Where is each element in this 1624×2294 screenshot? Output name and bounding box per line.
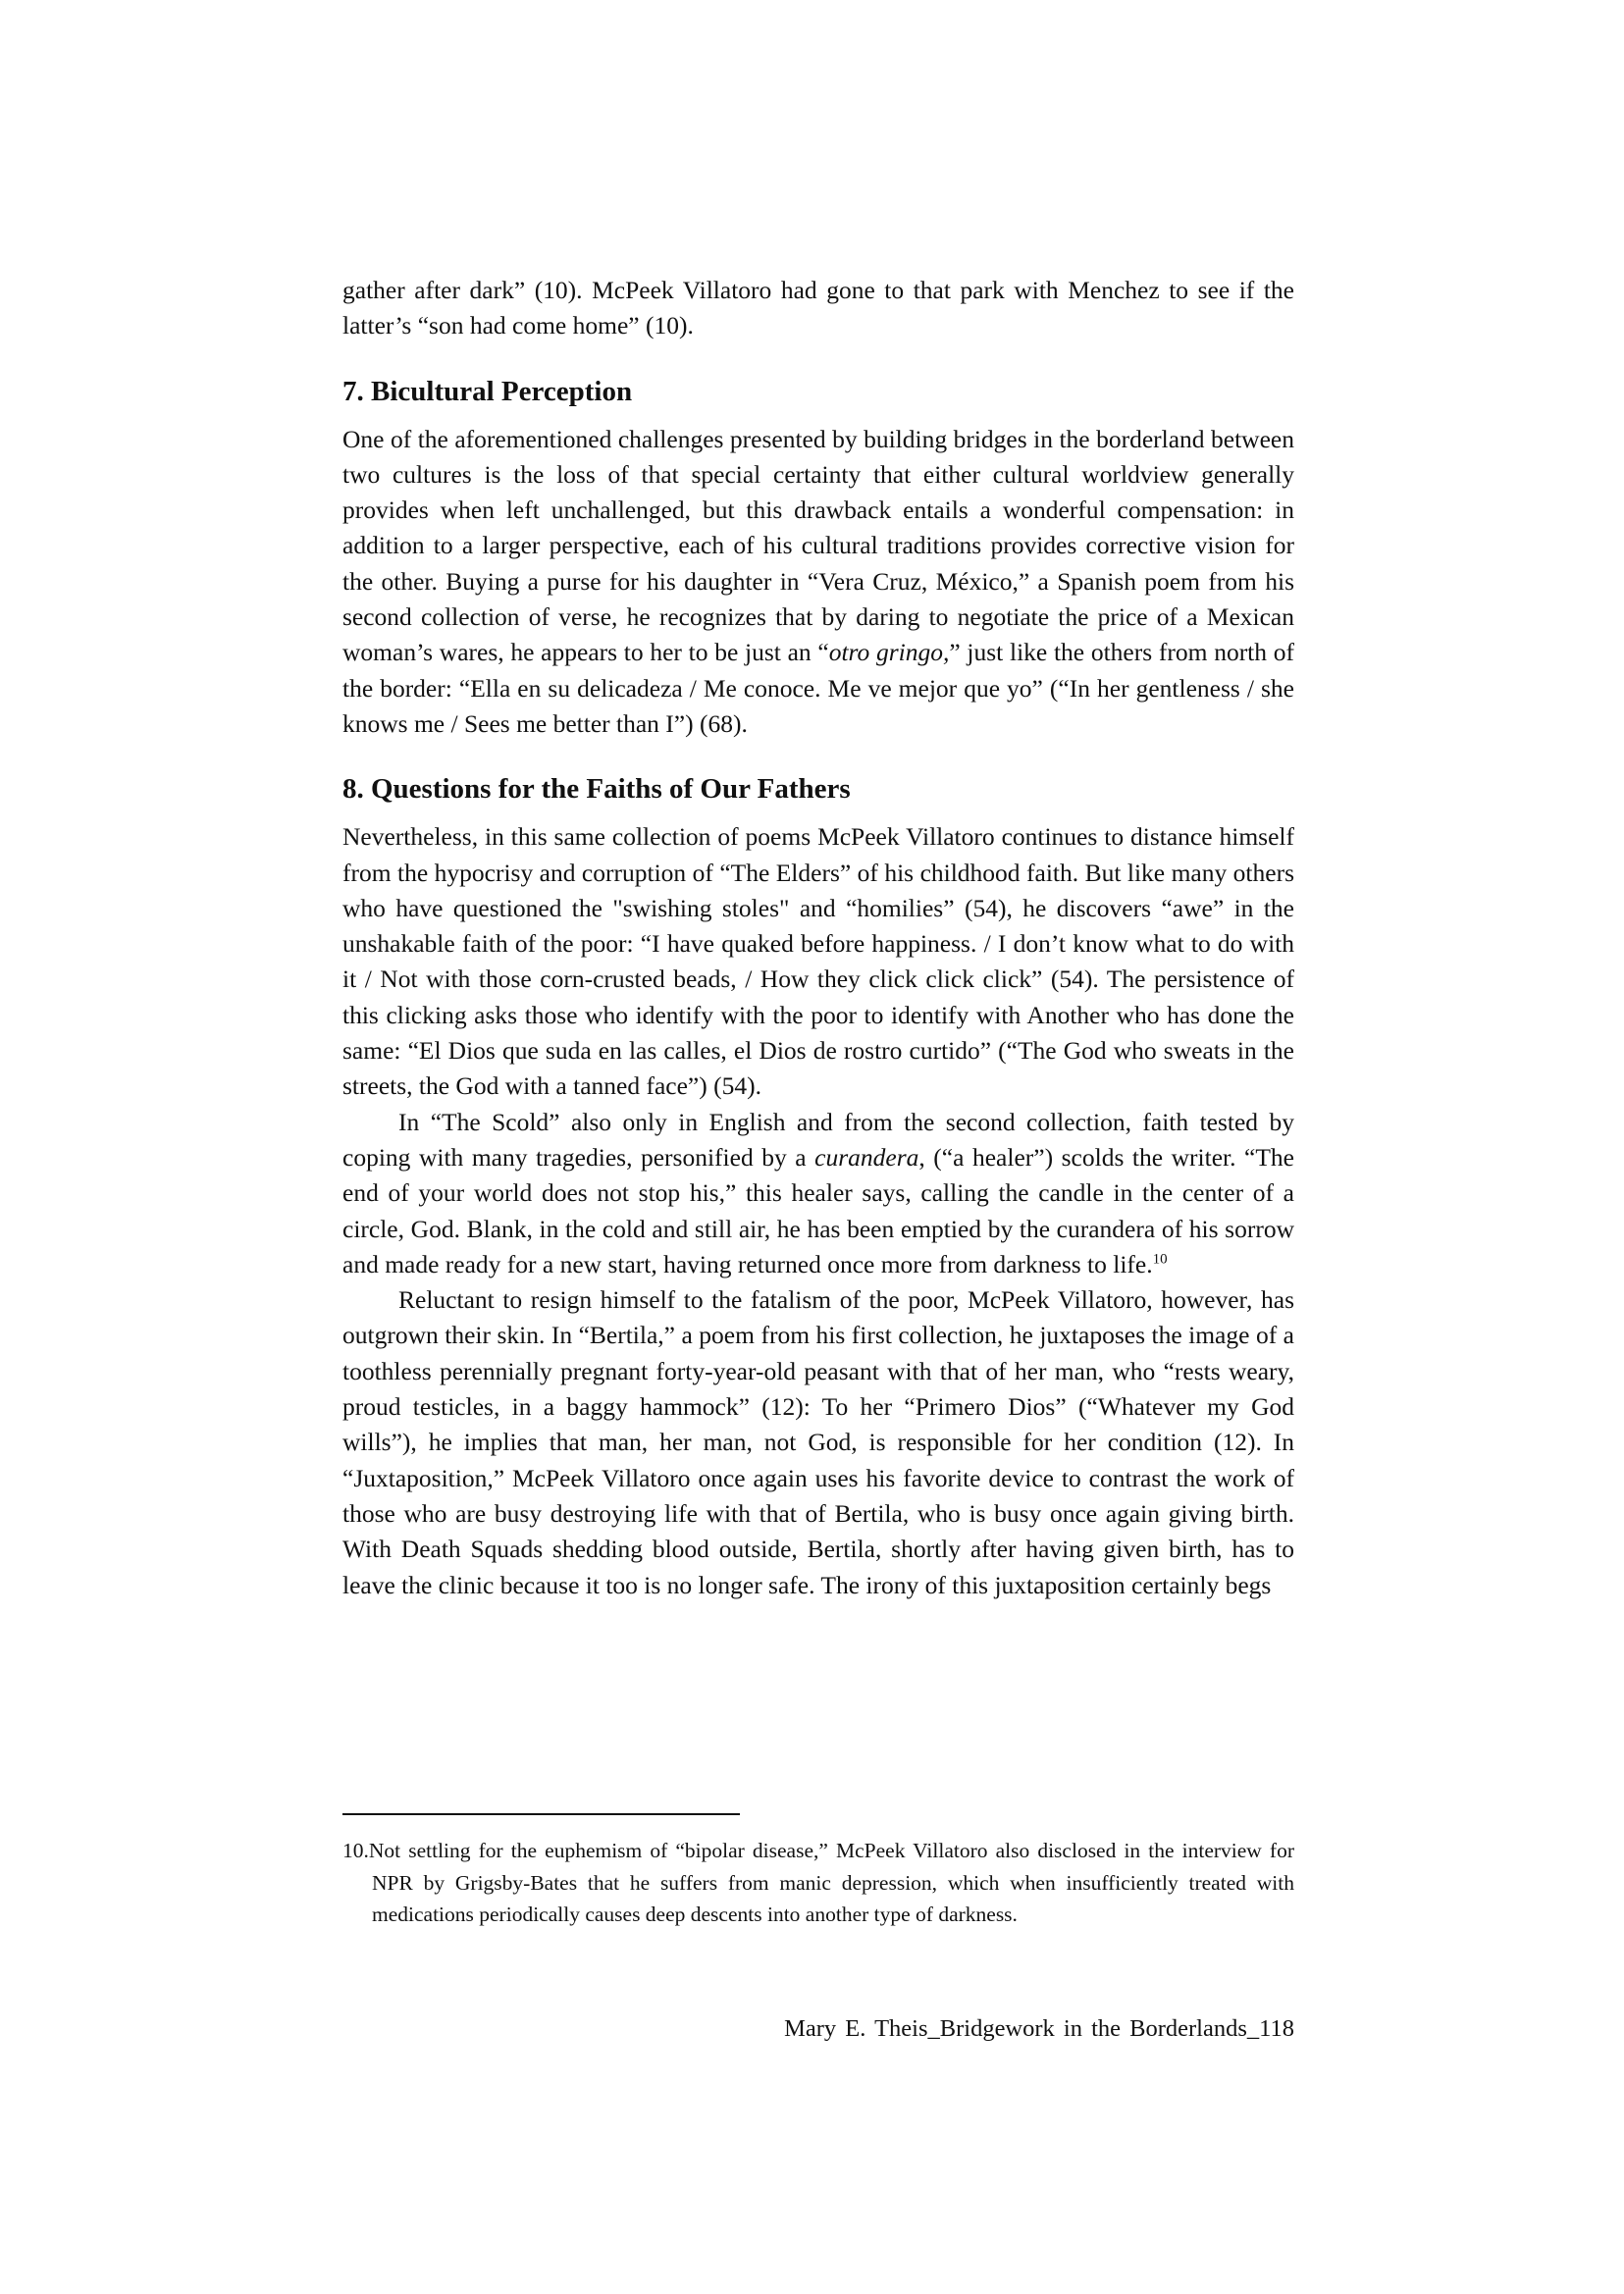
paragraph-continuation: gather after dark” (10). McPeek Villatoro had gone to that park with Menchez to see if the latter’s “son had come home” (10). [342, 276, 1294, 340]
paragraph-text: ” just like the others from north of the border: “Ella en su delicadeza / Me conoce. Me ve mejor que yo” (“In her gentleness / she knows me / Sees me better than I”) (68). [342, 638, 1294, 738]
paragraph-nevertheless: Nevertheless, in this same collection of poems McPeek Villatoro continues to distance himself from the hypocrisy and corruption of “The Elders” of his childhood faith. But like many others who have questioned the "swishing stoles" and “homilies” (54), he discovers “awe” in the unshakable faith of the poor: “I have quaked before happiness. / I don’t know what to do with it / Not with those corn-crusted beads, / How they click click click” (54). The persistence of this clicking asks those who identify with the poor to identify with Another who has done the same: “El Dios que suda en las calles, el Dios de rostro curtido” (“The God who sweats in the streets, the God with a tanned face”) (54). [342, 822, 1294, 1101]
section-heading-questions-faiths: 8. Questions for the Faiths of Our Fathers [342, 773, 851, 806]
paragraph-text: , (“a healer”) scolds the writer. “The end of your world does not stop his,” this healer says, calling the candle in the center of a circle, God. Blank, in the cold and still air, he has been emptied by the curandera of his sorrow and made ready for a new start, having returned once more from darkness to life. [342, 1142, 1294, 1278]
paragraph-bicultural [342, 422, 1294, 743]
main-text [342, 273, 1294, 1603]
paragraph-text: One of the aforementioned challenges presented by building bridges in the borderland between two cultures is the loss of that special certainty that either cultural worldview generally provides when left unchallenged, but this drawback entails a wonderful compensation: in addition to a larger perspective, each of his cultural traditions provides corrective vision for the other. Buying a purse for his daughter in “Vera Cruz, México,” a Spanish poem from his second collection of verse, he recognizes that by daring to negotiate the price of a Mexican woman’s wares, he appears to her to be just an “ [342, 424, 1294, 667]
paragraph-reluctant: Reluctant to resign himself to the fatalism of the poor, McPeek Villatoro, however, has outgrown their skin. In “Bertila,” a poem from his first collection, he juxtaposes the image of a toothless perennially pregnant forty-year-old peasant with that of her man, who “rests weary, proud testicles, in a baggy hammock” (12): To her “Primero Dios” (“Whatever my God wills”), he implies that man, her man, not God, is responsible for her condition (12). In “Juxtaposition,” McPeek Villatoro once again uses his favorite device to contrast the work of those who are busy destroying life with that of Bertila, who is busy once again giving birth. With Death Squads shedding blood outside, Bertila, shortly after having given birth, has to leave the clinic because it too is no longer safe. The irony of this juxtaposition certainly begs [342, 1285, 1294, 1599]
paragraph-the-scold [342, 1105, 1294, 1282]
section-heading-bicultural-perception: 7. Bicultural Perception [342, 375, 633, 407]
italic-word: curandera [814, 1142, 919, 1172]
italic-phrase: otro gringo, [828, 638, 950, 667]
running-footer: Mary E. Theis_Bridgework in the Borderlands_118 [784, 2015, 1294, 2042]
footnote-reference[interactable]: 10 [1152, 1251, 1168, 1268]
footnote-10: 10.Not settling for the euphemism of “bipolar disease,” McPeek Villatoro also disclosed in the interview for NPR by Grigsby-Bates that he suffers from manic depression, which when insufficiently treated with medications periodically causes deep descents into another type of darkness. [342, 1839, 1294, 1926]
paragraph-text: In “The Scold” also only in English and from the second collection, faith tested by coping with many tragedies, personified by a [342, 1107, 1294, 1172]
footnote-separator [342, 1813, 740, 1815]
